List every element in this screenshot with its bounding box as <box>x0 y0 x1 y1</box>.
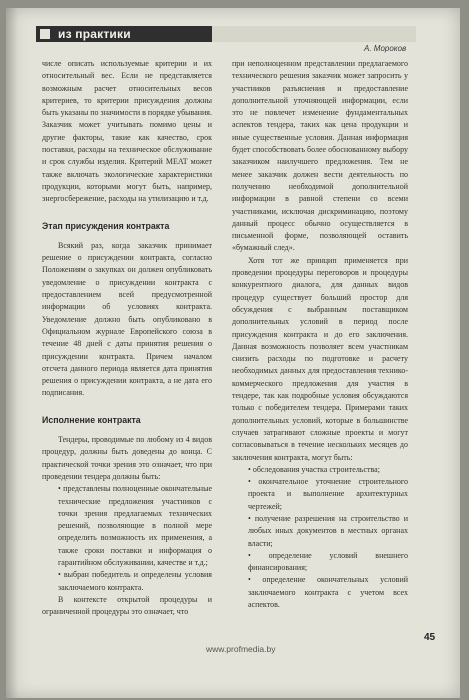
section-header <box>36 26 212 42</box>
author-name: А. Мороков <box>364 44 407 53</box>
intro-paragraph: числе описать используемые критерии и их относительный вес. Если не представляется возможным расчет относительных весов критериев, то критерии присуждения должны быть указаны по значимости в порядке убывания. Заказчик может учитывать помимо цены и другие факторы, такие как качество, срок поставки, расходы на техническое обслуживание и срок службы изделия. Критерий MEAT может также включать экологические характеристики продукции, которыми могут быть, например, энергосбережение, расходы на утилизацию и т.д. <box>42 59 212 204</box>
list-item: • выбран победитель и определены условия заключаемого контракта. <box>42 569 212 594</box>
list-item: • представлены полноценные окончательные технические предложения участников с точки зрения предлагаемых технических решений, позволяющие в полной мере определить возможность их применения, а также сроки поставки и информация о гарантийном обслуживании, качестве и т.д.; <box>42 483 212 569</box>
negotiation-paragraph: Хотя тот же принцип применяется при проведении процедуры переговоров и процедуры конкурентного диалога, для данных видов процедур существует больший простор для обсуждения с выбранным поставщиком дополнительных условий в период после присуждения контракта и до его заключения. Данная возможность позволяет всем участникам снизить расходы по подготовке и расчету необходимых данных для предоставления технико-коммерческого предложения для участия в тендере, так как подробные условия обсуждаются только с победителем тендера. Примерами таких дополнительных условий, которые в большинстве случаев затрагивают сложные проекты и могут согласовываться в течение нескольких месяцев до заключения контракта, могут быть: <box>232 255 408 462</box>
footer-url: www.profmedia.by <box>206 644 276 654</box>
list-item: • обследования участка строительства; <box>232 464 408 476</box>
magazine-page <box>6 8 460 698</box>
header-square-icon <box>40 29 50 39</box>
list-item: • получение разрешения на строительство и любых иных документов в местных органах власти; <box>232 513 408 550</box>
list-item: • окончательное уточнение строительного проекта и выполнение архитектурных чертежей; <box>232 476 408 513</box>
list-item: • определение условий внешнего финансирования; <box>232 550 408 575</box>
heading-contract-execution: Исполнение контракта <box>42 414 141 425</box>
award-paragraph: Всякий раз, когда заказчик принимает решение о присуждении контракта, согласно Положениям о закупках он должен опубликовать уведомление о присуждении контракта с предоставлением всей предусмотренной информации об условиях контракта. Уведомление должно быть опубликовано в Официальном журнале Европейского союза в течение 48 дней с даты принятия решения о присуждении контракта. Причем началом отсчета данного периода является дата принятия решения о присуждении контракта, а не дата его подписания. <box>42 240 212 398</box>
page-number: 45 <box>424 632 436 643</box>
left-column <box>42 58 212 618</box>
list-item: • определение окончательных условий заключаемого контракта с учетом всех аспектов. <box>232 574 408 611</box>
execution-paragraph: Тендеры, проводимые по любому из 4 видов процедур, должны быть доведены до конца. С практической точки зрения это означает, что при проведении тендера должны быть: <box>42 435 212 481</box>
binding-shadow <box>6 8 18 698</box>
right-column <box>232 58 408 611</box>
heading-award-stage: Этап присуждения контракта <box>42 220 170 231</box>
section-title: из практики <box>58 27 131 41</box>
clarification-paragraph: при неполноценном представлении предлагаемого технического решения заказчик может запросить у участников разъяснения и предоставление дополнительной уточняющей информации, если это не повлечет изменение фундаментальных аспектов тендера, таких как цена продукции и иные существенные условия. Данная информация будет способствовать более обоснованному выбору заказчиком наилучшего предложения. Тем не менее заказчик должен вести деятельность по получению необходимой дополнительной информации в равной степени со всеми участниками, исключая дискриминацию, поэтому данный процесс обычно осуществляется в письменной форме, позволяющей оставить «бумажный след». <box>232 59 408 253</box>
context-paragraph: В контексте открытой процедуры и ограниченной процедуры это означает, что <box>42 594 212 617</box>
